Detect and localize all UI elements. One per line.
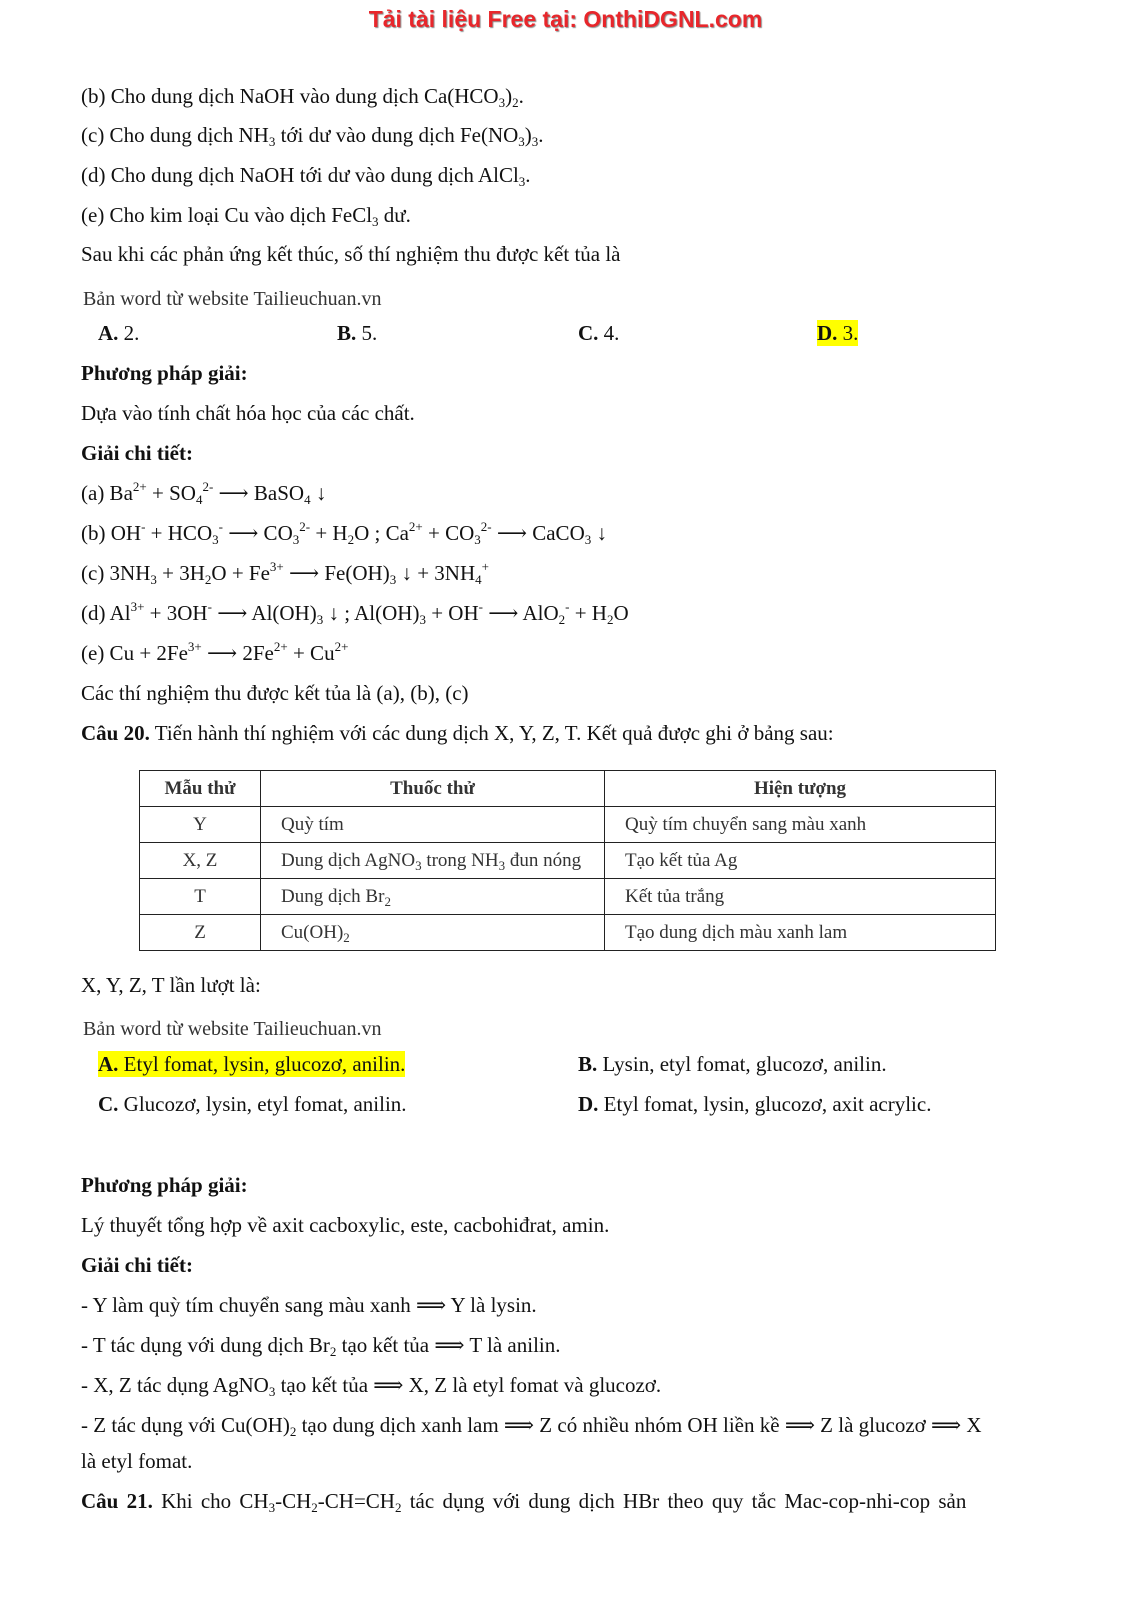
- experiment-table: [139, 770, 996, 951]
- statement-c: (c) Cho dung dịch $NH_3$ tới dư vào dung dịch $Fe(NO_3)_3$.: [81, 123, 544, 149]
- table-cell: Dung dịch $Br_2$: [261, 879, 605, 915]
- q19-detail-heading: Giải chi tiết:: [81, 441, 193, 465]
- q20-detail-1: - Y làm quỳ tím chuyển sang màu xanh ⟹ Y là lysin.: [81, 1293, 537, 1317]
- q20-option-a-correct[interactable]: A. Etyl fomat, lysin, glucozơ, anilin.: [98, 1052, 406, 1076]
- table-cell: X, Z: [140, 843, 261, 879]
- column-header: Mẫu thử: [140, 771, 261, 807]
- question-20-ask: X, Y, Z, T lần lượt là:: [81, 973, 261, 997]
- table-cell: Y: [140, 807, 261, 843]
- q20-detail-3: - X, Z tác dụng AgNO$_3$ tạo kết tủa ⟹ X, Z là etyl fomat và glucozơ.: [81, 1373, 662, 1399]
- q19-conclusion: Các thí nghiệm thu được kết tủa là (a), (b), (c): [81, 681, 469, 705]
- q20-option-d[interactable]: D. Etyl fomat, lysin, glucozơ, axit acrylic.: [578, 1092, 932, 1116]
- column-header: Thuốc thử: [261, 771, 605, 807]
- q19-method-heading: Phương pháp giải:: [81, 361, 248, 385]
- q19-option-a[interactable]: A. 2.: [98, 321, 140, 345]
- site-banner[interactable]: Tải tài liệu Free tại: OnthiDGNL.com: [368, 6, 763, 32]
- table-cell: Quỳ tím chuyển sang màu xanh: [605, 807, 996, 843]
- table-cell: $Cu(OH)_2$: [261, 915, 605, 951]
- statement-d: (d) Cho dung dịch NaOH tới dư vào dung dịch AlCl$_3$.: [81, 163, 531, 189]
- table-row: [140, 915, 996, 951]
- watermark: Bản word từ website Tailieuchuan.vn: [83, 288, 382, 310]
- q20-detail-4: - Z tác dụng với $Cu(OH)_2$ tạo dung dịch xanh lam ⟹ Z có nhiều nhóm OH liền kề ⟹ Z là glucozơ ⟹ X: [81, 1413, 982, 1439]
- q20-method-text: Lý thuyết tổng hợp về axit cacboxylic, este, cacbohiđrat, amin.: [81, 1213, 610, 1237]
- statement-b: (b) Cho dung dịch NaOH vào dung dịch $Ca(HCO_3)_2$.: [81, 84, 524, 110]
- question-21-prompt: Câu 21. Khi cho $CH_3-CH_2-CH=CH_2$ tác dụng với dung dịch HBr theo quy tắc Mac-cop-nhi-cop sản: [81, 1489, 967, 1515]
- equation-d: (d) $Al^{3+} + 3OH^-$ ⟶ $Al(OH)_3$ ↓ ; $Al(OH)_3 + OH^-$ ⟶ $AlO_2^- + H_2O$: [81, 599, 629, 627]
- q20-method-heading: Phương pháp giải:: [81, 1173, 248, 1197]
- table-row: [140, 807, 996, 843]
- column-header: Hiện tượng: [605, 771, 996, 807]
- watermark: Bản word từ website Tailieuchuan.vn: [83, 1018, 382, 1040]
- q19-option-d-correct[interactable]: D. 3.: [817, 321, 859, 345]
- q19-option-c[interactable]: C. 4.: [578, 321, 620, 345]
- table-cell: Kết tủa trắng: [605, 879, 996, 915]
- table-row: [140, 843, 996, 879]
- equation-e: (e) $Cu + 2Fe^{3+}$ ⟶ $2Fe^{2+} + Cu^{2+}$: [81, 639, 349, 665]
- q19-option-b[interactable]: B. 5.: [337, 321, 378, 345]
- q20-detail-4-cont: là etyl fomat.: [81, 1449, 193, 1473]
- table-row: [140, 879, 996, 915]
- question-19-prompt: Sau khi các phản ứng kết thúc, số thí nghiệm thu được kết tủa là: [81, 242, 621, 266]
- q20-option-b[interactable]: B. Lysin, etyl fomat, glucozơ, anilin.: [578, 1052, 887, 1076]
- q20-detail-2: - T tác dụng với dung dịch $Br_2$ tạo kết tủa ⟹ T là anilin.: [81, 1333, 561, 1359]
- statement-e: (e) Cho kim loại Cu vào dịch FeCl$_3$ dư.: [81, 203, 411, 229]
- q20-detail-heading: Giải chi tiết:: [81, 1253, 193, 1277]
- table-cell: Tạo dung dịch màu xanh lam: [605, 915, 996, 951]
- question-20-prompt: Câu 20. Tiến hành thí nghiệm với các dung dịch X, Y, Z, T. Kết quả được ghi ở bảng sau:: [81, 721, 834, 745]
- table-cell: T: [140, 879, 261, 915]
- q20-option-c[interactable]: C. Glucozơ, lysin, etyl fomat, anilin.: [98, 1092, 407, 1116]
- table-cell: Dung dịch AgNO$_3$ trong $NH_3$ đun nóng: [261, 843, 605, 879]
- q19-method-text: Dựa vào tính chất hóa học của các chất.: [81, 401, 415, 425]
- equation-a: (a) $Ba^{2+} + SO_4^{2-}$ ⟶ BaSO$_4$ ↓: [81, 479, 327, 507]
- table-cell: Tạo kết tủa Ag: [605, 843, 996, 879]
- equation-c: (c) $3NH_3 + 3H_2O + Fe^{3+}$ ⟶ $Fe(OH)_3$ ↓ + $3NH_4^+$: [81, 559, 489, 587]
- table-cell: Z: [140, 915, 261, 951]
- equation-b: (b) $OH^- + HCO_3^-$ ⟶ $CO_3^{2-} + H_2O$ ; $Ca^{2+} + CO_3^{2-}$ ⟶ CaCO$_3$ ↓: [81, 519, 607, 547]
- table-header-row: [140, 771, 996, 807]
- table-cell: Quỳ tím: [261, 807, 605, 843]
